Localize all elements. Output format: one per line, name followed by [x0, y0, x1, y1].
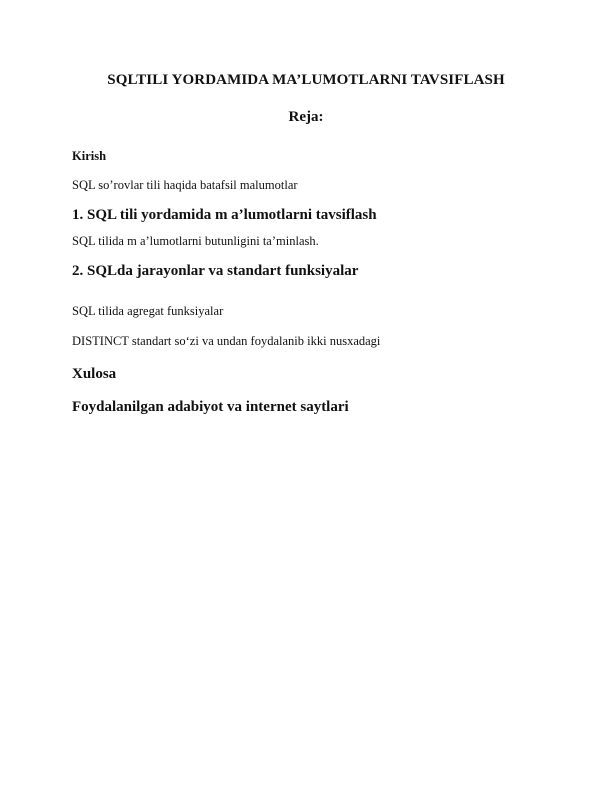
plan-heading: Reja:: [288, 109, 324, 125]
intro-item: SQL so’rovlar tili haqida batafsil malumotlar: [72, 178, 298, 192]
section-2-item-2: DISTINCT standart so‘zi va undan foydalanib ikki nusxadagi: [72, 334, 381, 348]
intro-heading: Kirish: [72, 149, 107, 163]
section-1-item: SQL tilida m a’lumotlarni butunligini ta’minlash.: [72, 234, 319, 248]
conclusion-heading: Xulosa: [72, 366, 117, 382]
references-heading: Foydalanilgan adabiyot va internet saytlari: [72, 399, 349, 415]
section-2-item-1: SQL tilida agregat funksiyalar: [72, 304, 224, 318]
document-title: SQLTILI YORDAMIDA MA’LUMOTLARNI TAVSIFLASH: [107, 72, 505, 88]
section-2-heading: 2. SQLda jarayonlar va standart funksiyalar: [72, 263, 359, 279]
section-1-heading: 1. SQL tili yordamida m a’lumotlarni tavsiflash: [72, 207, 377, 223]
